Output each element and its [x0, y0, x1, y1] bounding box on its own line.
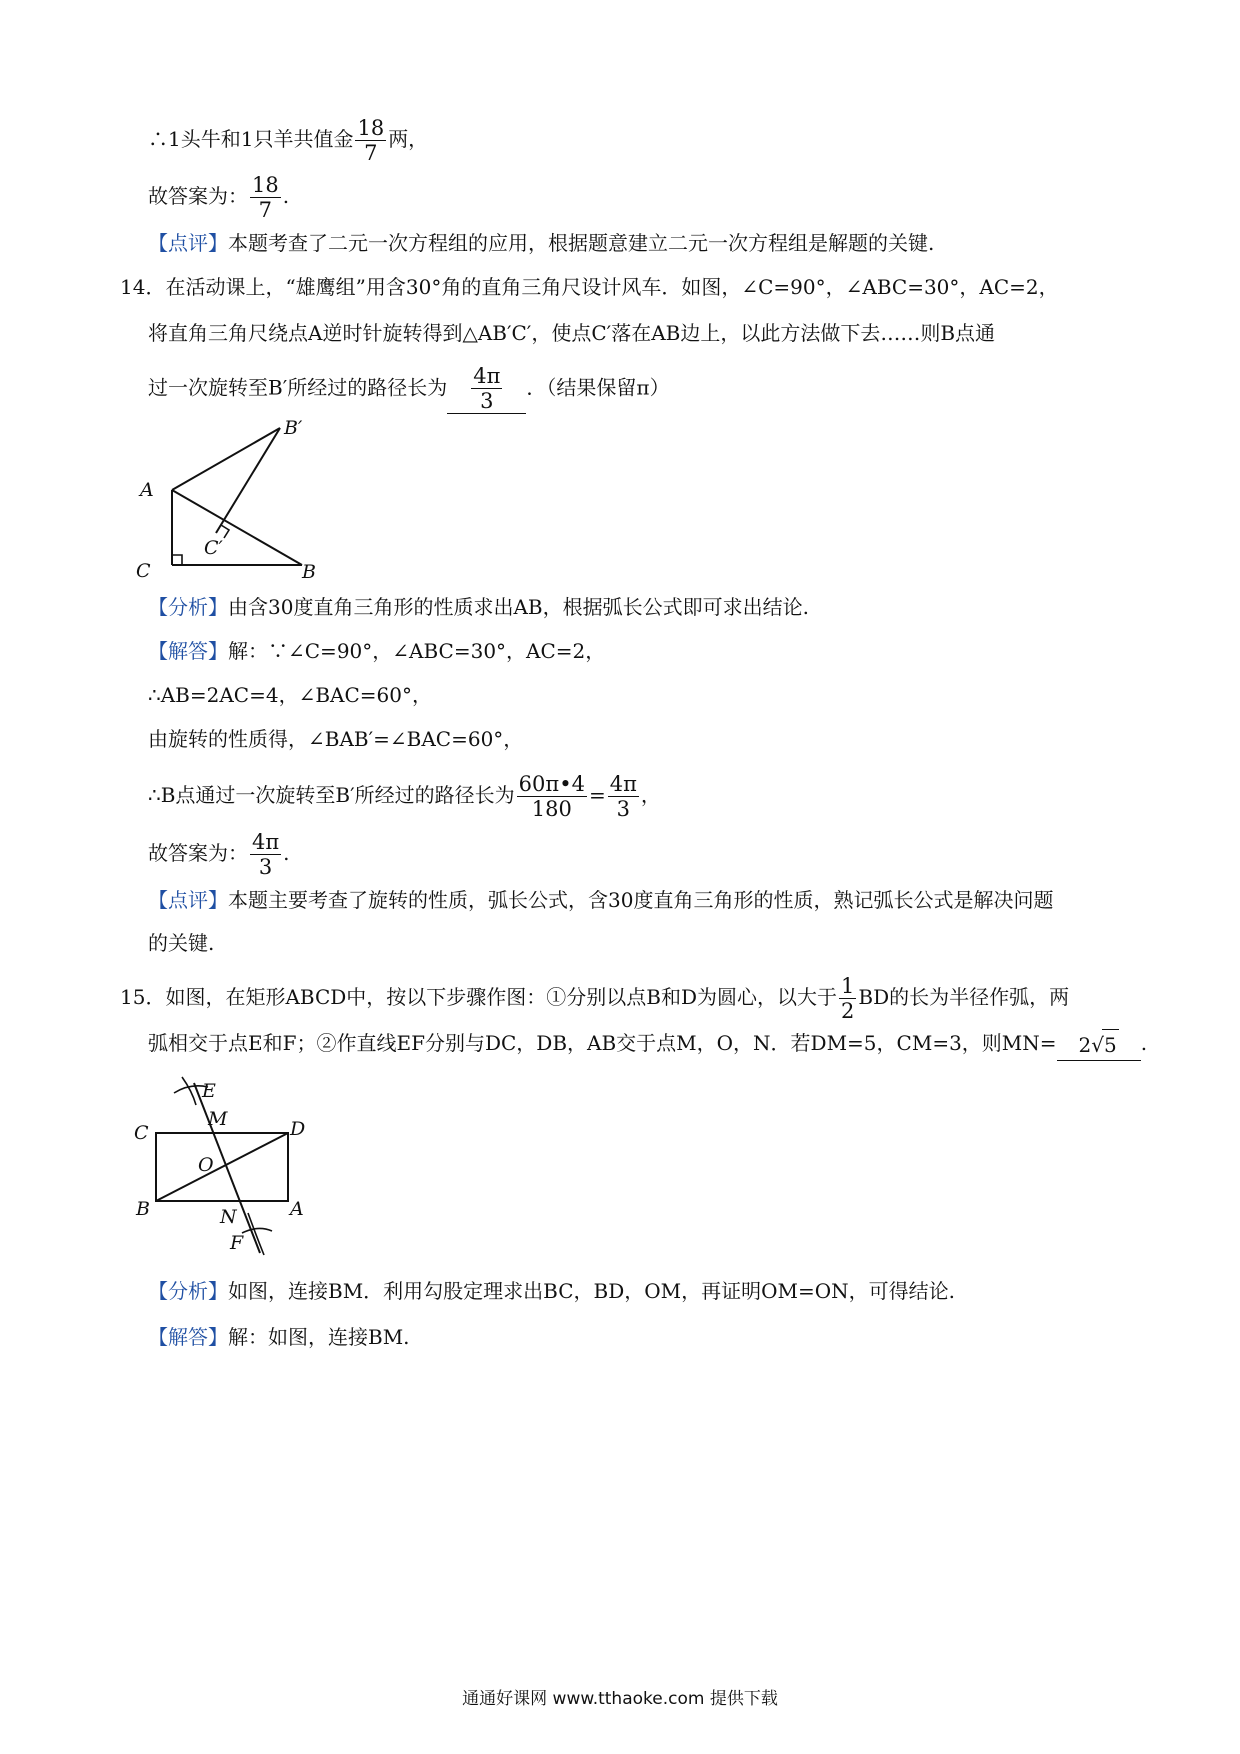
q15-analysis — [148, 1276, 955, 1306]
label-b: B — [136, 1198, 150, 1220]
q15-stem-line-2 — [148, 1028, 1147, 1061]
denominator: 3 — [616, 797, 630, 821]
label-e: E — [202, 1080, 216, 1102]
q14-comment-line-2 — [148, 928, 214, 958]
numerator: 18 — [252, 173, 279, 197]
denominator: 180 — [531, 797, 572, 821]
q13-conclusion-line — [148, 116, 428, 165]
fraction — [839, 974, 856, 1023]
label-d: D — [290, 1118, 306, 1140]
label-f: F — [230, 1232, 244, 1254]
arc-f-1 — [242, 1228, 272, 1233]
label-m: M — [208, 1108, 228, 1130]
denominator: 3 — [480, 389, 494, 413]
right-angle-mark-c — [172, 555, 182, 565]
text: 故答案为： — [148, 841, 248, 865]
q14-solution-line-1 — [148, 636, 605, 666]
q13-answer-line — [148, 173, 289, 222]
comment-text: 本题主要考查了旋转的性质，弧长公式，含30度直角三角形的性质，熟记弧长公式是解决问题 — [228, 888, 1054, 912]
q14-figure — [136, 417, 350, 590]
comment-text: 本题考查了二元一次方程组的应用，根据题意建立二元一次方程组是解题的关键. — [228, 231, 935, 255]
text: 如图，在矩形ABCD中，按以下步骤作图：①分别以点B和D为圆心，以大于 — [165, 985, 838, 1009]
answer-blank: 2√5 — [1057, 1029, 1141, 1061]
label-b: B — [302, 561, 316, 583]
q14-stem-line-1 — [120, 272, 1059, 302]
solution-tag: 【解答】 — [148, 639, 228, 663]
analysis-text: 由含30度直角三角形的性质求出AB，根据弧长公式即可求出结论. — [228, 595, 809, 619]
text: 故答案为： — [148, 184, 248, 208]
q15-stem-line-1 — [120, 974, 1069, 1023]
q15-figure — [130, 1075, 370, 1265]
question-number: 15． — [120, 985, 166, 1009]
solution-tag: 【解答】 — [148, 1325, 228, 1349]
numerator: 4π — [609, 772, 637, 796]
q14-solution-line-4 — [148, 772, 661, 821]
q14-analysis — [148, 592, 809, 622]
label-c: C — [134, 1122, 149, 1144]
numerator: 18 — [357, 116, 385, 140]
label-b-prime: B′ — [284, 417, 303, 439]
q14-stem-line-3 — [148, 364, 670, 414]
text: BD的长为半径作弧，两 — [858, 985, 1070, 1009]
q14-solution-line-2 — [148, 680, 432, 710]
text: 解：∵∠C=90°，∠ABC=30°，AC=2， — [228, 639, 606, 663]
radicand: 5 — [1102, 1029, 1119, 1060]
text: ．（结果保留π） — [526, 375, 670, 400]
q14-comment-line-1 — [148, 885, 1053, 915]
segment-ab1 — [172, 428, 280, 490]
answer-blank — [447, 364, 526, 414]
arc-f-2 — [248, 1213, 264, 1255]
numerator: 1 — [841, 974, 855, 998]
q13-comment — [148, 228, 934, 258]
diagonal-bd — [156, 1133, 288, 1201]
numerator: 4π — [473, 364, 501, 388]
text: ∴B点通过一次旋转至B′所经过的路径长为 — [148, 783, 515, 807]
label-c-prime: C′ — [204, 537, 223, 559]
text: ∴AB=2AC=4，∠BAC=60°， — [148, 683, 432, 707]
label-c: C — [136, 560, 151, 582]
fraction — [355, 116, 386, 165]
label-o: O — [198, 1154, 214, 1176]
comment-tag: 【点评】 — [148, 231, 228, 255]
text: . — [282, 184, 290, 208]
text: 由旋转的性质得，∠BAB′=∠BAC=60°， — [148, 727, 524, 751]
comment-text: 的关键. — [148, 931, 215, 955]
coefficient: 2 — [1078, 1032, 1092, 1057]
denominator: 3 — [258, 855, 273, 879]
segment-b1c1 — [216, 428, 280, 533]
fraction — [517, 772, 587, 821]
text: ∴1头牛和1只羊共值金 — [148, 127, 354, 151]
fraction — [471, 364, 502, 413]
solution-text: 解：如图，连接BM. — [228, 1325, 410, 1349]
label-a: A — [290, 1198, 304, 1220]
denominator: 2 — [841, 999, 855, 1023]
segment-ab — [172, 490, 302, 565]
label-n: N — [220, 1206, 237, 1228]
question-number: 14． — [120, 275, 166, 299]
text: 两， — [388, 127, 429, 151]
equals-sign: = — [588, 783, 606, 807]
text: 弧相交于点E和F；②作直线EF分别与DC，DB，AB交于点M，O，N．若DM=5，CM=3，则MN= — [148, 1031, 1057, 1055]
text: 将直角三角尺绕点A逆时针旋转得到△AB′C′，使点C′落在AB边上，以此方法做下去……则B点通 — [148, 321, 996, 345]
q15-solution — [148, 1322, 410, 1352]
label-a: A — [140, 479, 154, 501]
text: . — [283, 841, 290, 865]
text: ， — [640, 783, 661, 807]
numerator: 4π — [252, 830, 280, 854]
analysis-tag: 【分析】 — [148, 595, 228, 619]
analysis-text: 如图，连接BM．利用勾股定理求出BC，BD，OM，再证明OM=ON，可得结论. — [228, 1279, 956, 1303]
text: 过一次旋转至B′所经过的路径长为 — [148, 375, 448, 400]
q14-solution-line-3 — [148, 724, 523, 754]
page-footer: 通通好课网 www.tthaoke.com 提供下载 — [462, 1689, 778, 1709]
q14-solution-line-5 — [148, 830, 290, 879]
text: 在活动课上，“雄鹰组”用含30°角的直角三角尺设计风车．如图，∠C=90°，∠ABC=30°，AC=2， — [165, 275, 1059, 299]
q14-stem-line-2 — [148, 318, 995, 348]
numerator: 60π•4 — [518, 772, 585, 796]
analysis-tag: 【分析】 — [148, 1279, 228, 1303]
denominator: 7 — [258, 198, 273, 222]
fraction — [250, 830, 281, 879]
text: . — [1140, 1031, 1148, 1055]
fraction — [250, 173, 281, 222]
fraction — [608, 772, 639, 821]
comment-tag: 【点评】 — [148, 888, 228, 912]
arc-e-2 — [182, 1077, 196, 1105]
denominator: 7 — [364, 141, 378, 165]
